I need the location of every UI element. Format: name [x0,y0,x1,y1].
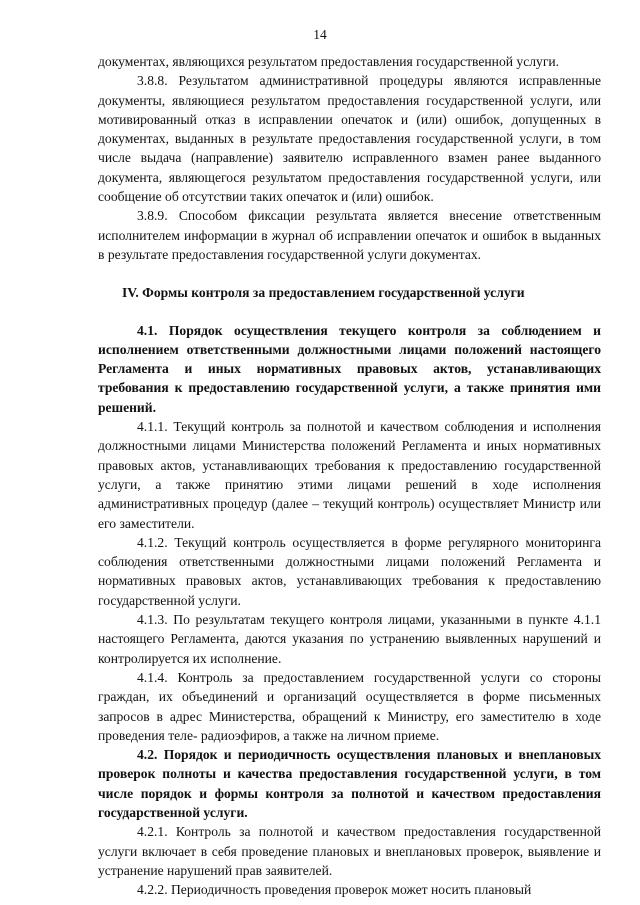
paragraph-4-1-1: 4.1.1. Текущий контроль за полнотой и качеством соблюдения и исполнения должностными лицами Министерства положений Регламента и иных нормативных правовых актов, устанавливающих требования к предоставлению государственной услуги, а также принятию этими лицами решений в ходе исполнения административных процедур (далее – текущий контроль) осуществляет Министр или его заместители. [98,419,601,531]
paragraph-3-8-8: 3.8.8. Результатом административной процедуры являются исправленные документы, являющиеся результатом предоставления государственной услуги, или мотивированный отказ в исправлении опечаток и (или) ошибок, допущенных в документах, выданных в результате предоставления государственной услуги, в том числе выдача (направление) заявителю исправленного взамен ранее выданного документа, являющегося результатом предоставления государственной услуги, или сообщение об отсутствии таких опечаток и (или) ошибок. [98,73,601,205]
paragraph-continuation: документах, являющихся результатом предоставления государственной услуги. [98,54,560,69]
paragraph-4-2-1: 4.2.1. Контроль за полнотой и качеством предоставления государственной услуги включает в себя проведение плановых и внеплановых проверок, выявление и устранение нарушений прав заявителей. [98,824,601,878]
subsection-heading-4-1: 4.1. Порядок осуществления текущего контроля за соблюдением и исполнением ответственными должностными лицами положений настоящего Регламента и иных нормативных правовых актов, устанавливающих требования к предоставлению государственной услуги, а также принятия ими решений. [98,322,601,415]
paragraph-4-1-4: 4.1.4. Контроль за предоставлением государственной услуги со стороны граждан, их объединений и организаций осуществляется в форме письменных запросов в адрес Министерства, обращений к Министру, его заместителю в ходе проведения теле- радиоэфиров, а также на личном приеме. [98,669,601,743]
section-heading-iv: IV. Формы контроля за предоставлением государственной услуги [122,285,525,301]
paragraph-4-1-2: 4.1.2. Текущий контроль осуществляется в форме регулярного мониторинга соблюдения ответственными должностными лицами положений Регламента и нормативных правовых актов, устанавливающих требования к предоставлению государственной услуги. [98,534,601,608]
document-body [98,52,601,899]
paragraph-3-8-9: 3.8.9. Способом фиксации результата является внесение ответственным исполнителем информации в журнал об исправлении опечаток и ошибок в выданных в результате предоставления государственной услуги документах. [98,208,601,262]
subsection-heading-4-2: 4.2. Порядок и периодичность осуществления плановых и внеплановых проверок полноты и качества предоставления государственной услуги, в том числе порядок и формы контроля за полнотой и качеством предоставления государственной услуги. [98,747,601,820]
paragraph-4-2-2: 4.2.2. Периодичность проведения проверок может носить плановый [137,882,532,898]
page-number: 14 [313,27,327,42]
paragraph-4-1-3: 4.1.3. По результатам текущего контроля лицами, указанными в пункте 4.1.1 настоящего Регламента, даются указания по устранению выявленных нарушений и контролируется их исполнение. [98,612,601,666]
